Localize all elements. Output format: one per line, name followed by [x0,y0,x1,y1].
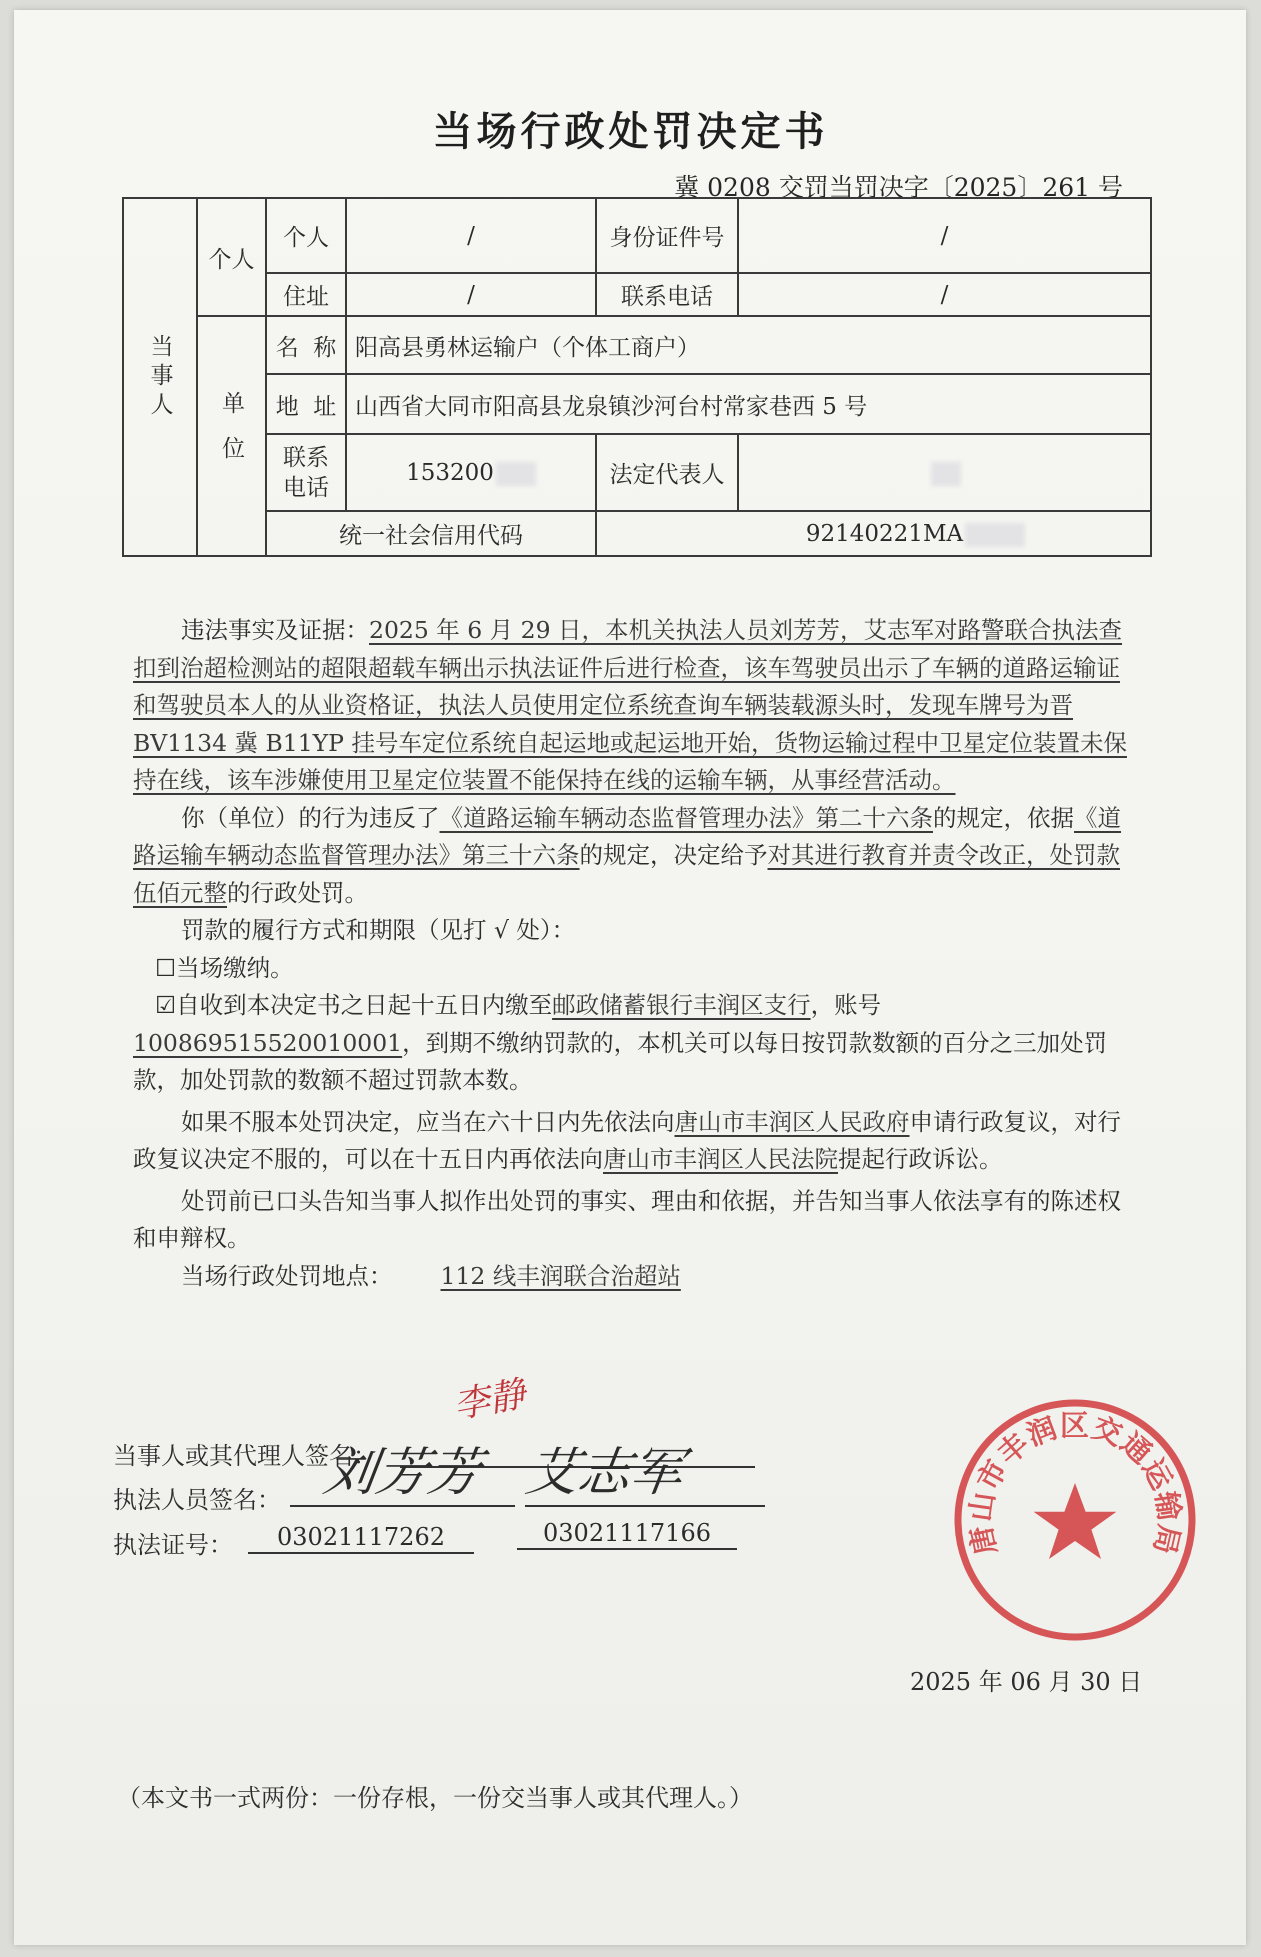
payment-option-bank [133,987,1143,1100]
redaction-blur [496,462,536,486]
checkbox-checked-icon: ☑ [155,991,177,1019]
cert-number-1: 03021117262 [277,1523,445,1551]
unit-name-value: 阳高县勇林运输户（个体工商户） [346,316,1151,374]
redaction-blur [965,523,1025,547]
facts-text: 2025 年 6 月 29 日，本机关执法人员刘芳芳，艾志军对路警联合执法查扣到治超检测站的超限超载车辆出示执法证件后进行检查，该车驾驶员出示了车辆的道路运输证和驾驶员本人的从业资格证，执法人员使用定位系统查询车辆装载源头时，发现车牌号为晋 BV1134 冀 B11YP 挂号车定位系统自起运地或起运地开始，货物运输过程中卫星定位装置未保持在线，该车涉嫌使用卫星定位装置不能保持在线的运输车辆，从事经营活动。 [133,616,1127,794]
location-paragraph [133,1258,1143,1296]
seal-star-icon [1034,1483,1117,1559]
credit-code-label: 统一社会信用代码 [266,511,596,556]
account-label: ，账号 [810,991,882,1019]
party-info-table [122,197,1152,557]
facts-paragraph [133,612,1143,800]
officer2-sign-line [525,1505,765,1507]
seal-text: 唐山市丰润区交通运输局 [962,1408,1188,1559]
individual-name-value: / [346,198,596,273]
court-name: 唐山市丰润区人民法院 [603,1145,838,1173]
id-number-value: / [738,198,1151,273]
option-bank-prefix: 自收到本决定书之日起十五日内缴至 [176,991,553,1019]
payment-option-onsite [133,950,1143,988]
address-value: / [346,273,596,316]
unit-address-label: 地 址 [266,374,346,434]
individual-name-label: 个人 [266,198,346,273]
officer-sign-label: 执法人员签名： [113,1486,281,1514]
appeal-mid: 申请行政复议，对行政复议决定不服的，可以在十五日内再依法向 [133,1107,1121,1173]
officer2-signature: 艾志军 [522,1443,687,1503]
redaction-blur [931,462,961,486]
checkbox-unchecked-icon: ☐ [155,953,177,982]
appeal-paragraph [133,1104,1143,1179]
cert2-line [517,1548,737,1550]
legal-rep-value [738,434,1151,511]
cert1-line [248,1552,474,1554]
officer1-sign-line [290,1505,515,1507]
unit-label: 单位 [197,316,266,556]
unit-phone-label [266,434,346,511]
document-number: 冀 0208 交罚当罚决字〔2025〕261 号 [674,173,1123,202]
violated-rule: 《道路运输车辆动态监督管理办法》第二十六条 [439,803,933,832]
penalty-text: 对其进行教育并责令改正，处罚款伍佰元整 [133,841,1120,907]
phone-value: / [738,273,1151,316]
location-value: 112 线丰润联合治超站 [440,1261,681,1290]
violation-suffix: 的行政处罚。 [227,878,368,907]
facts-label: 违法事实及证据： [181,616,369,644]
unit-phone-label-text: 联系电话 [283,444,329,501]
option-bank-suffix: ，到期不缴纳罚款的，本机关可以每日按罚款数额的百分之三加处罚款，加处罚款的数额不超过罚款本数。 [133,1028,1108,1094]
cert-number-2: 03021117166 [543,1519,711,1547]
payment-heading: 罚款的履行方式和期限（见打 √ 处）： [181,916,576,944]
account-number: 100869515520010001 [133,1028,403,1057]
decision-date: 2025 年 06 月 30 日 [910,1668,1143,1696]
violation-prefix: 你（单位）的行为违反了 [181,803,440,832]
credit-code-value [596,511,1151,556]
individual-label: 个人 [197,198,266,316]
official-seal [950,1395,1200,1645]
appeal-prefix: 如果不服本处罚决定，应当在六十日内先依法向 [181,1107,675,1136]
unit-address-value: 山西省大同市阳高县龙泉镇沙河台村常家巷西 5 号 [346,374,1151,434]
appeal-suffix: 提起行政诉讼。 [838,1145,1003,1173]
option-onsite-text: 当场缴纳。 [176,953,294,982]
decision-body [133,612,1143,1295]
unit-phone-digits: 153200 [406,459,494,486]
document-title: 当场行政处罚决定书 [432,109,829,155]
basis-rule: 《道路运输车辆动态监督管理办法》第三十六条 [133,803,1121,869]
location-label: 当场行政处罚地点： [181,1261,393,1290]
violation-paragraph [133,800,1143,913]
bank-name: 邮政储蓄银行丰润区支行 [552,991,811,1019]
cert-label: 执法证号： [113,1531,233,1559]
id-number-label: 身份证件号 [596,198,738,273]
address-label: 住址 [266,273,346,316]
review-org: 唐山市丰润区人民政府 [674,1107,910,1136]
violation-mid: 的规定，依据 [933,803,1074,832]
unit-name-label: 名 称 [266,316,346,374]
notice-paragraph: 处罚前已口头告知当事人拟作出处罚的事实、理由和依据，并告知当事人依法享有的陈述权和申辩权。 [133,1186,1121,1252]
credit-code-digits: 92140221MA [805,520,964,547]
officer1-signature: 刘芳芳 [320,1443,485,1503]
unit-phone-value [346,434,596,511]
party-section-label: 当事人 [123,198,197,556]
legal-rep-label: 法定代表人 [596,434,738,511]
phone-label: 联系电话 [596,273,738,316]
footnote: （本文书一式两份：一份存根，一份交当事人或其代理人。） [117,1784,753,1812]
violation-mid2: 的规定，决定给予 [579,841,768,869]
party-sign-label: 当事人或其代理人签名： [113,1442,377,1470]
party-signature: 李静 [450,1374,529,1427]
